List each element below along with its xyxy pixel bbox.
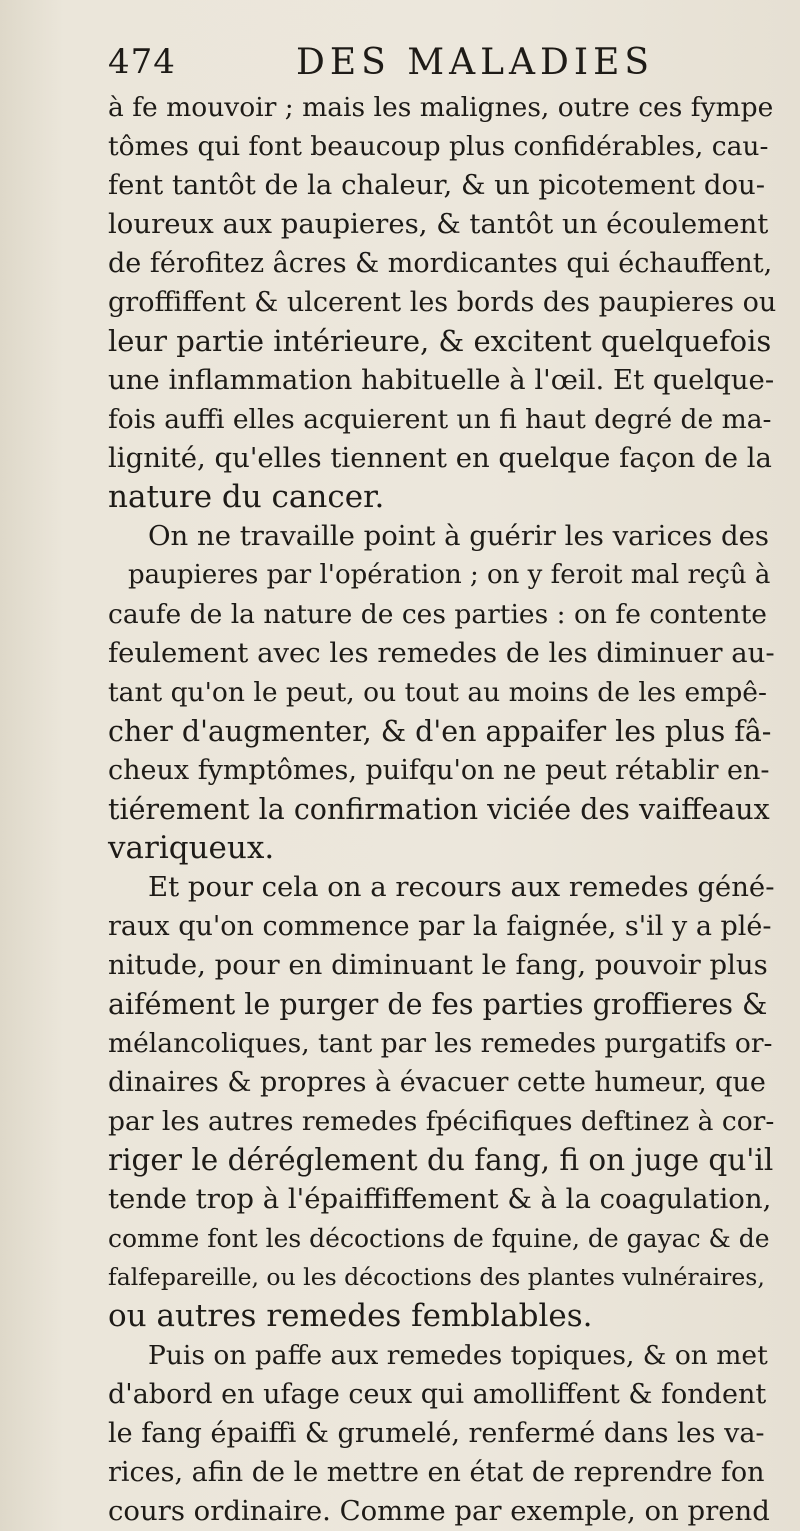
paragraph-start-line: On ne travaille point à guérir les varices des xyxy=(148,520,769,552)
text-line: groffiffent & ulcerent les bords des paupieres ou xyxy=(108,287,777,318)
page-header xyxy=(108,42,708,92)
text-line: raux qu'on commence par la faignée, s'il y a plé- xyxy=(108,911,772,942)
text-line: de férofitez âcres & mordicantes qui échauffent, xyxy=(108,248,773,279)
text-line: caufe de la nature de ces parties : on fe contente xyxy=(108,599,767,630)
text-line: tant qu'on le peut, ou tout au moins de les empê- xyxy=(108,677,767,708)
text-line: nature du cancer. xyxy=(108,479,385,515)
text-line: nitude, pour en diminuant le fang, pouvoir plus xyxy=(108,949,768,981)
text-line: aifément le purger de fes parties groffieres & xyxy=(108,988,768,1021)
text-line: falfepareille, ou les décoctions des plantes vulnéraires, xyxy=(108,1263,765,1291)
text-line: loureux aux paupieres, & tantôt un écoulement xyxy=(108,208,769,240)
page-number: 474 xyxy=(108,42,176,82)
text-line: comme font les décoctions de fquine, de gayac & de xyxy=(108,1224,770,1253)
text-line: riger le déréglement du fang, fi on juge qu'il xyxy=(108,1143,774,1177)
text-line: ou autres remedes femblables. xyxy=(108,1298,593,1334)
text-line: variqueux. xyxy=(108,830,275,866)
text-line: par les autres remedes fpécifiques deftinez à cor- xyxy=(108,1106,775,1137)
text-line: feulement avec les remedes de les diminuer au- xyxy=(108,637,775,669)
text-line: cours ordinaire. Comme par exemple, on prend xyxy=(108,1495,770,1527)
text-line: cheux fymptômes, puifqu'on ne peut rétablir en- xyxy=(108,755,770,786)
text-line: tende trop à l'épaiffiffement & à la coagulation, xyxy=(108,1183,772,1215)
text-line: fois auffi elles acquierent un fi haut degré de ma- xyxy=(108,404,772,435)
text-line: d'abord en ufage ceux qui amolliffent & fondent xyxy=(108,1379,767,1410)
text-line: leur partie intérieure, & excitent quelquefois xyxy=(108,324,772,358)
paragraph-start-line: Puis on paffe aux remedes topiques, & on met xyxy=(148,1340,768,1371)
text-line: lignité, qu'elles tiennent en quelque façon de la xyxy=(108,442,772,474)
body-text xyxy=(108,88,776,1531)
text-line: tômes qui font beaucoup plus confidérables, cau- xyxy=(108,131,769,162)
text-line: dinaires & propres à évacuer cette humeur, que xyxy=(108,1067,766,1098)
text-line: cher d'augmenter, & d'en appaifer les plus fâ- xyxy=(108,715,772,748)
text-line: fent tantôt de la chaleur, & un picotement dou- xyxy=(108,169,766,201)
text-line: paupieres par l'opération ; on y feroit mal reçû à xyxy=(128,560,771,590)
text-line: rices, afin de le mettre en état de reprendre fon xyxy=(108,1457,765,1488)
text-line: une inflammation habituelle à l'œil. Et quelque- xyxy=(108,364,775,396)
text-line: tiérement la confirmation viciée des vaiffeaux xyxy=(108,793,770,826)
text-line: à fe mouvoir ; mais les malignes, outre ces fympe xyxy=(108,92,774,123)
text-line: le fang épaiffi & grumelé, renfermé dans les va- xyxy=(108,1418,765,1449)
paragraph-start-line: Et pour cela on a recours aux remedes géné- xyxy=(148,871,775,903)
text-line: mélancoliques, tant par les remedes purgatifs or- xyxy=(108,1028,773,1059)
running-head: DES MALADIES xyxy=(296,42,655,83)
